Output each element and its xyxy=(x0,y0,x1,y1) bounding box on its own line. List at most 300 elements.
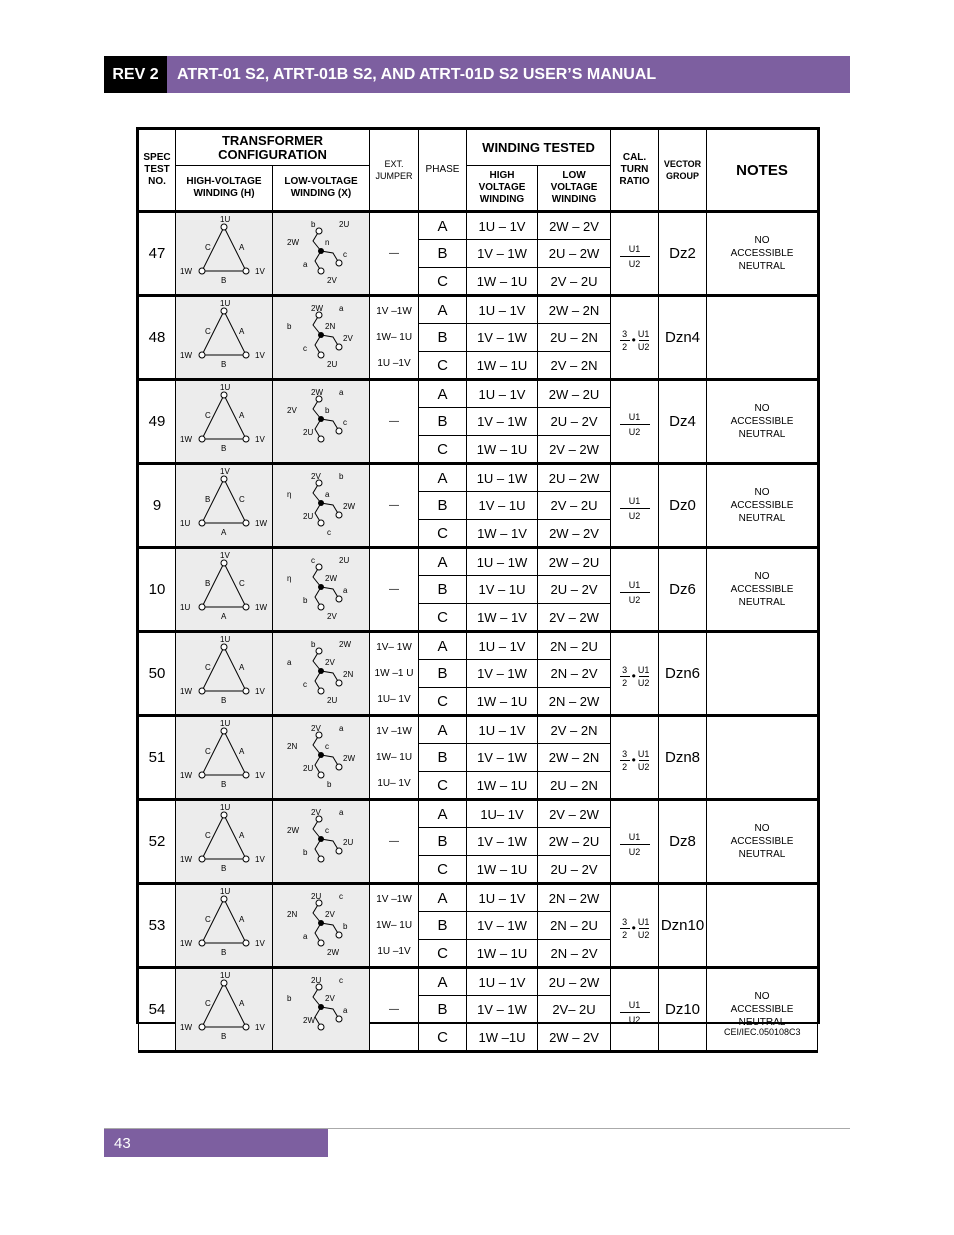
low-voltage-cell: 2U – 2N xyxy=(538,772,611,800)
note-line: NEUTRAL xyxy=(738,849,786,861)
vector-group-cell: Dz0 xyxy=(659,464,707,548)
terminal-node xyxy=(318,520,324,526)
lv-winding-cell xyxy=(273,380,370,464)
terminal-node xyxy=(336,848,342,854)
low-voltage-cell: 2N – 2W xyxy=(538,884,611,912)
jumper-text: — xyxy=(389,415,399,427)
ratio-denominator: U2 xyxy=(628,846,641,857)
lv-label: a xyxy=(325,490,330,500)
note-line: NO xyxy=(754,235,770,247)
hv-label: C xyxy=(205,915,211,925)
jumper-text xyxy=(370,603,418,629)
high-voltage-cell: 1U – 1V xyxy=(467,212,538,240)
phase-cell: B xyxy=(419,996,467,1024)
table-row xyxy=(139,884,818,912)
ext-jumper-cell xyxy=(370,548,419,632)
neutral-point xyxy=(318,752,324,758)
fraction-bar xyxy=(639,676,649,677)
hv-winding-cell xyxy=(176,296,273,380)
terminal-node xyxy=(336,1016,342,1022)
fraction-bar xyxy=(639,928,649,929)
terminal-node xyxy=(243,268,249,274)
terminal-node xyxy=(199,688,205,694)
terminal-node xyxy=(243,436,249,442)
turn-ratio-cell xyxy=(611,632,659,716)
turn-ratio-formula xyxy=(620,665,650,688)
low-voltage-cell: 2N – 2V xyxy=(538,940,611,968)
phase-cell: C xyxy=(419,436,467,464)
hv-label: C xyxy=(205,411,211,421)
fraction-bar xyxy=(620,508,650,509)
notes-cell xyxy=(707,632,818,716)
ratio-denominator: U2 xyxy=(628,1014,641,1025)
jumper-text xyxy=(370,1023,418,1049)
high-voltage-cell: 1W – 1U xyxy=(467,772,538,800)
terminal-node xyxy=(221,980,227,986)
high-voltage-cell: 1U – 1V xyxy=(467,968,538,996)
lv-zigzag-diagram xyxy=(273,297,369,373)
hv-winding-cell xyxy=(176,464,273,548)
lv-winding-cell xyxy=(273,884,370,968)
phase-cell: B xyxy=(419,408,467,436)
hv-label: 1V xyxy=(255,939,265,949)
lv-label: 2W xyxy=(303,1016,315,1026)
lv-label: 2U xyxy=(311,892,322,902)
lv-label: a xyxy=(303,932,308,942)
hv-delta-diagram xyxy=(176,633,272,709)
lv-label: a xyxy=(339,388,344,398)
high-voltage-cell: 1W – 1V xyxy=(467,604,538,632)
low-voltage-cell: 2N – 2V xyxy=(538,660,611,688)
sqrt3-numerator: 3 xyxy=(622,328,628,339)
hv-winding-cell xyxy=(176,884,273,968)
hv-label: C xyxy=(205,747,211,757)
table-row xyxy=(139,716,818,744)
voltage-fraction xyxy=(638,665,650,688)
high-voltage-cell: 1W – 1U xyxy=(467,856,538,884)
phase-cell: A xyxy=(419,464,467,492)
terminal-node xyxy=(243,688,249,694)
table-row xyxy=(139,464,818,492)
lv-label: 2V xyxy=(327,612,337,622)
phase-cell: B xyxy=(419,576,467,604)
lv-zigzag-diagram xyxy=(273,381,369,457)
multiply-dot: • xyxy=(631,921,636,936)
neutral-point xyxy=(318,920,324,926)
lv-winding-cell xyxy=(273,296,370,380)
terminal-node xyxy=(199,436,205,442)
jumper-text: 1W– 1U xyxy=(375,331,413,343)
terminal-node xyxy=(221,896,227,902)
hv-label: B xyxy=(221,276,227,286)
lv-label: 2W xyxy=(343,754,355,764)
fraction-bar xyxy=(620,592,650,593)
zigzag-lines xyxy=(313,483,339,523)
low-voltage-cell: 2V – 2W xyxy=(538,604,611,632)
high-voltage-cell: 1V – 1W xyxy=(467,408,538,436)
low-voltage-cell: 2U – 2V xyxy=(538,408,611,436)
turn-ratio-cell xyxy=(611,212,659,296)
lv-label: η xyxy=(287,490,292,500)
sqrt3-fraction xyxy=(620,329,630,352)
note-line: NEUTRAL xyxy=(738,513,786,525)
jumper-text xyxy=(370,519,418,545)
lv-label: a xyxy=(343,586,348,596)
fraction-bar xyxy=(620,676,630,677)
notes-cell xyxy=(707,464,818,548)
winding-tested-header: WINDING TESTED xyxy=(467,130,611,166)
lv-label: a xyxy=(343,1006,348,1016)
lv-label: c xyxy=(339,976,343,986)
turn-ratio-formula xyxy=(620,412,650,437)
lv-label: 2U xyxy=(303,764,314,774)
terminal-node xyxy=(199,772,205,778)
table-row xyxy=(139,968,818,996)
hv-label: 1W xyxy=(255,603,267,613)
terminal-node xyxy=(318,688,324,694)
jumper-text: — xyxy=(389,583,399,595)
lv-label: b xyxy=(287,322,292,332)
neutral-point xyxy=(318,500,324,506)
terminal-node xyxy=(318,856,324,862)
note-line: NO xyxy=(754,571,770,583)
fraction-bar xyxy=(620,844,650,845)
terminal-node xyxy=(199,1024,205,1030)
phase-cell: A xyxy=(419,716,467,744)
terminal-node xyxy=(199,604,205,610)
terminal-node xyxy=(318,604,324,610)
lv-label: c xyxy=(325,826,329,836)
jumper-text: 1V– 1W xyxy=(376,641,412,653)
jumper-header: EXT. JUMPER xyxy=(370,130,419,212)
sqrt3-fraction xyxy=(620,665,630,688)
high-voltage-cell: 1V – 1W xyxy=(467,744,538,772)
lv-label: c xyxy=(325,742,329,752)
low-voltage-cell: 2N – 2U xyxy=(538,912,611,940)
lv-label: 2N xyxy=(343,670,354,680)
lv-label: 2W xyxy=(311,304,323,314)
ratio-numerator: U1 xyxy=(637,748,650,759)
voltage-fraction xyxy=(638,749,650,772)
lv-label: a xyxy=(287,658,292,668)
hv-label: 1V xyxy=(255,687,265,697)
multiply-dot: • xyxy=(631,669,636,684)
hv-delta-diagram xyxy=(176,969,272,1045)
hv-label: A xyxy=(239,243,245,253)
note-line: ACCESSIBLE xyxy=(730,416,794,428)
sqrt3-numerator: 3 xyxy=(622,748,628,759)
spec-test-number: 49 xyxy=(139,380,176,464)
hv-label: 1W xyxy=(180,267,192,277)
turn-ratio-cell xyxy=(611,884,659,968)
fraction-bar xyxy=(620,760,630,761)
hv-label: C xyxy=(205,663,211,673)
lv-label: b xyxy=(311,220,316,230)
terminal-node xyxy=(221,812,227,818)
turn-ratio-formula xyxy=(620,832,650,857)
high-voltage-cell: 1W – 1U xyxy=(467,940,538,968)
lv-label: 2U xyxy=(343,838,354,848)
lv-zigzag-diagram xyxy=(273,549,369,625)
note-line: NEUTRAL xyxy=(738,261,786,273)
phase-cell: B xyxy=(419,912,467,940)
table-row xyxy=(139,632,818,660)
lv-label: 2V xyxy=(343,334,353,344)
terminal-node xyxy=(199,856,205,862)
ratio-denominator: U2 xyxy=(637,341,650,352)
low-voltage-cell: 2W – 2U xyxy=(538,828,611,856)
turn-ratio-formula xyxy=(620,1000,650,1025)
lv-label: 2U xyxy=(327,696,338,706)
hv-label: C xyxy=(205,999,211,1009)
ext-jumper-cell xyxy=(370,716,419,800)
low-voltage-cell: 2V – 2W xyxy=(538,436,611,464)
note-line: ACCESSIBLE xyxy=(730,836,794,848)
phase-cell: A xyxy=(419,380,467,408)
turn-ratio-formula xyxy=(620,244,650,269)
jumper-text: 1V –1W xyxy=(376,725,412,737)
lv-zigzag-diagram xyxy=(273,213,369,289)
terminal-node xyxy=(199,940,205,946)
lv-label: 2U xyxy=(339,556,350,566)
jumper-text: — xyxy=(389,835,399,847)
note-line: NEUTRAL xyxy=(738,597,786,609)
hv-label: 1V xyxy=(220,467,230,477)
high-voltage-cell: 1V – 1W xyxy=(467,660,538,688)
low-voltage-cell: 2W – 2N xyxy=(538,296,611,324)
terminal-node xyxy=(221,392,227,398)
high-voltage-cell: 1W – 1U xyxy=(467,436,538,464)
phase-header: PHASE xyxy=(419,130,467,212)
high-voltage-cell: 1V – 1U xyxy=(467,576,538,604)
hv-label: 1W xyxy=(180,435,192,445)
low-voltage-cell: 2U – 2W xyxy=(538,240,611,268)
hv-label: A xyxy=(239,327,245,337)
ratio-numerator: U1 xyxy=(637,328,650,339)
ratio-numerator: U1 xyxy=(628,243,641,254)
hv-label: B xyxy=(205,579,211,589)
ratio-numerator: U1 xyxy=(628,579,641,590)
terminal-node xyxy=(243,604,249,610)
neutral-point xyxy=(318,668,324,674)
lv-header: LOW-VOLTAGE WINDING (X) xyxy=(273,166,370,212)
lv-label: b xyxy=(343,922,348,932)
turn-ratio-cell xyxy=(611,716,659,800)
phase-cell: C xyxy=(419,1024,467,1052)
high-voltage-cell: 1W – 1U xyxy=(467,268,538,296)
lv-winding-cell xyxy=(273,716,370,800)
hv-winding-cell xyxy=(176,968,273,1052)
phase-cell: A xyxy=(419,296,467,324)
lv-label: c xyxy=(303,344,307,354)
terminal-node xyxy=(221,728,227,734)
jumper-text: 1W– 1U xyxy=(375,919,413,931)
hv-label: 1U xyxy=(220,299,231,309)
lv-label: a xyxy=(303,260,308,270)
lv-label: 2V xyxy=(325,994,335,1004)
hv-winding-cell xyxy=(176,380,273,464)
lv-label: 2U xyxy=(303,512,314,522)
hv-label: 1W xyxy=(255,519,267,529)
jumper-text xyxy=(370,855,418,881)
hv-label: C xyxy=(205,831,211,841)
fraction-bar xyxy=(620,928,630,929)
vector-group-cell: Dz2 xyxy=(659,212,707,296)
lv-label: 2N xyxy=(287,742,298,752)
terminal-node xyxy=(336,260,342,266)
phase-cell: C xyxy=(419,520,467,548)
terminal-node xyxy=(336,596,342,602)
neutral-point xyxy=(318,248,324,254)
hv-label: 1V xyxy=(255,351,265,361)
table-row xyxy=(139,548,818,576)
note-line: NO xyxy=(754,487,770,499)
high-voltage-cell: 1V – 1W xyxy=(467,996,538,1024)
hv-label: 1V xyxy=(255,435,265,445)
voltage-fraction xyxy=(638,329,650,352)
terminal-node xyxy=(243,1024,249,1030)
low-voltage-cell: 2N – 2U xyxy=(538,632,611,660)
lv-winding-cell xyxy=(273,800,370,884)
lv-label: n xyxy=(325,238,330,248)
low-voltage-cell: 2U – 2V xyxy=(538,856,611,884)
turn-ratio-formula xyxy=(620,749,650,772)
lv-label: c xyxy=(343,418,347,428)
high-voltage-cell: 1U – 1V xyxy=(467,716,538,744)
high-voltage-cell: 1U – 1V xyxy=(467,884,538,912)
hv-winding-cell xyxy=(176,800,273,884)
page-number: 43 xyxy=(104,1129,328,1157)
lv-label: 2U xyxy=(311,976,322,986)
zigzag-lines xyxy=(313,735,339,775)
hv-label: A xyxy=(239,999,245,1009)
lv-label: a xyxy=(339,304,344,314)
hv-label: C xyxy=(205,327,211,337)
lv-label: c xyxy=(339,892,343,902)
hv-label: 1W xyxy=(180,687,192,697)
high-voltage-cell: 1V – 1U xyxy=(467,492,538,520)
sqrt3-fraction xyxy=(620,749,630,772)
terminal-node xyxy=(243,352,249,358)
hv-delta-diagram xyxy=(176,381,272,457)
terminal-node xyxy=(199,268,205,274)
voltage-fraction xyxy=(638,917,650,940)
low-voltage-cell: 2W – 2U xyxy=(538,380,611,408)
notes-header: NOTES xyxy=(707,130,818,212)
sqrt3-numerator: 3 xyxy=(622,916,628,927)
lv-label: 2W xyxy=(287,238,299,248)
hv-winding-cell xyxy=(176,716,273,800)
ext-jumper-cell xyxy=(370,884,419,968)
phase-cell: B xyxy=(419,492,467,520)
high-voltage-cell: 1W –1U xyxy=(467,1024,538,1052)
reference-code: CEI/IEC.050108C3 xyxy=(724,1027,801,1037)
terminal-node xyxy=(336,764,342,770)
lv-label: 2W xyxy=(287,826,299,836)
lv-label: 2V xyxy=(311,808,321,818)
lv-label: b xyxy=(327,780,332,790)
hv-label: A xyxy=(221,528,227,538)
turn-ratio-cell xyxy=(611,464,659,548)
phase-cell: A xyxy=(419,632,467,660)
note-line: ACCESSIBLE xyxy=(730,584,794,596)
low-voltage-cell: 2V – 2W xyxy=(538,800,611,828)
hv-delta-diagram xyxy=(176,885,272,961)
hv-label: 1W xyxy=(180,351,192,361)
spec-test-number: 10 xyxy=(139,548,176,632)
sqrt3-denominator: 2 xyxy=(622,761,628,772)
turn-ratio-cell xyxy=(611,296,659,380)
hv-label: 1W xyxy=(180,771,192,781)
lv-label: c xyxy=(343,250,347,260)
jumper-text: — xyxy=(389,1003,399,1015)
manual-title: ATRT-01 S2, ATRT-01B S2, AND ATRT-01D S2 USER’S MANUAL xyxy=(167,56,850,93)
ratio-denominator: U2 xyxy=(628,258,641,269)
multiply-dot: • xyxy=(631,753,636,768)
lv-label: 2U xyxy=(303,428,314,438)
jumper-text: 1U– 1V xyxy=(377,693,411,705)
terminal-node xyxy=(316,564,322,570)
lv-label: 2U xyxy=(339,220,350,230)
lv-winding-cell xyxy=(273,212,370,296)
phase-cell: B xyxy=(419,240,467,268)
ext-jumper-cell xyxy=(370,800,419,884)
terminal-node xyxy=(221,476,227,482)
lv-label: 2V xyxy=(311,472,321,482)
terminal-node xyxy=(243,856,249,862)
hv-winding-cell xyxy=(176,212,273,296)
terminal-node xyxy=(316,228,322,234)
hv-delta-diagram xyxy=(176,465,272,541)
jumper-text xyxy=(370,467,418,493)
terminal-node xyxy=(318,352,324,358)
hv-label: A xyxy=(239,915,245,925)
lv-zigzag-diagram xyxy=(273,969,369,1045)
terminal-node xyxy=(318,436,324,442)
spec-test-number: 50 xyxy=(139,632,176,716)
terminal-node xyxy=(336,512,342,518)
notes-cell xyxy=(707,548,818,632)
phase-cell: B xyxy=(419,828,467,856)
hv-label: 1U xyxy=(180,603,191,613)
table-row xyxy=(139,212,818,240)
terminal-node xyxy=(243,940,249,946)
hv-label: 1V xyxy=(255,1023,265,1033)
lv-label: b xyxy=(287,994,292,1004)
note-line: ACCESSIBLE xyxy=(730,1004,794,1016)
lv-label: b xyxy=(303,848,308,858)
high-voltage-cell: 1W – 1V xyxy=(467,520,538,548)
lv-winding-cell xyxy=(273,632,370,716)
notes-cell xyxy=(707,716,818,800)
turn-ratio-formula xyxy=(620,917,650,940)
zigzag-lines xyxy=(313,315,339,355)
phase-cell: C xyxy=(419,688,467,716)
vector-group-cell: Dz4 xyxy=(659,380,707,464)
lv-label: 2W xyxy=(339,640,351,650)
jumper-text xyxy=(370,267,418,293)
terminal-node xyxy=(336,680,342,686)
lv-label: 2W xyxy=(343,502,355,512)
hv-header: HIGH-VOLTAGE WINDING (H) xyxy=(176,166,273,212)
high-voltage-cell: 1U – 1W xyxy=(467,548,538,576)
lv-label: 2N xyxy=(325,322,336,332)
vector-group-cell: Dz8 xyxy=(659,800,707,884)
terminal-node xyxy=(199,520,205,526)
ext-jumper-cell xyxy=(370,212,419,296)
fraction-bar xyxy=(620,1012,650,1013)
hv-label: B xyxy=(221,696,227,706)
